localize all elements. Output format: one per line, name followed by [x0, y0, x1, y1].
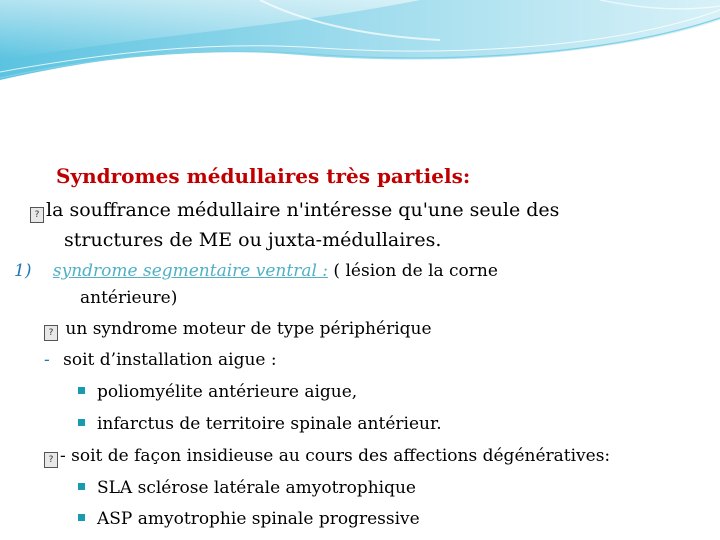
bullet-sla	[78, 478, 416, 498]
missing-glyph-icon: ?	[30, 207, 44, 223]
asp-text: ASP amyotrophie spinale progressive	[97, 509, 420, 529]
missing-glyph-icon: ?	[44, 452, 58, 468]
line-aigue	[44, 350, 277, 370]
square-bullet-icon	[78, 387, 85, 394]
syndrome-segmentaire-link[interactable]: syndrome segmentaire ventral :	[52, 261, 329, 281]
item1-continuation: antérieure)	[80, 288, 178, 308]
slide-title	[56, 164, 470, 188]
title-text: Syndromes médullaires très partiels	[56, 164, 463, 188]
sla-text: SLA sclérose latérale amyotrophique	[97, 478, 416, 498]
polio-text: poliomyélite antérieure aigue,	[97, 382, 358, 402]
intro-line-1	[30, 199, 559, 223]
bullet-infarctus	[78, 414, 442, 434]
dash-bullet: -	[44, 350, 50, 370]
moteur-text: un syndrome moteur de type périphérique	[60, 319, 432, 339]
line-insidieuse	[44, 446, 610, 468]
bullet-polio	[78, 382, 357, 402]
intro-line-2: structures de ME ou juxta-médullaires.	[64, 229, 442, 251]
insidieuse-text: - soit de façon insidieuse au cours des affections dégénératives:	[60, 446, 611, 466]
square-bullet-icon	[78, 419, 85, 426]
infarctus-text: infarctus de territoire spinale antérieur.	[97, 414, 442, 434]
item1-rest: ( lésion de la corne	[328, 261, 498, 281]
square-bullet-icon	[78, 514, 85, 521]
title-colon: :	[462, 164, 471, 188]
line-moteur	[44, 319, 432, 341]
bullet-asp	[78, 509, 420, 529]
aigue-text: soit d’installation aigue :	[63, 350, 277, 370]
square-bullet-icon	[78, 483, 85, 490]
missing-glyph-icon: ?	[44, 325, 58, 341]
intro-text-1: la souffrance médullaire n'intéresse qu'une seule des	[46, 199, 560, 221]
item-number: 1)	[14, 261, 32, 281]
list-item-1	[14, 261, 498, 281]
